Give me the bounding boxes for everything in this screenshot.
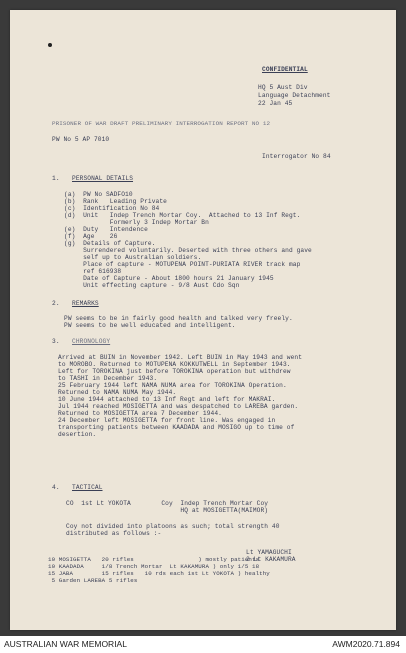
report-title: PRISONER OF WAR DRAFT PRELIMINARY INTERROGATION REPORT NO 12 (52, 120, 271, 127)
chronology-line: Returned to NAMA NUMA May 1944. (58, 389, 177, 396)
section-2-number: 2. (52, 300, 60, 307)
personal-line: (g) Details of Capture. (64, 240, 156, 247)
strength-row: 10 MOSIGETTA 20 rifles ) mostly patients (48, 556, 260, 563)
chronology-line: Arrived at BUIN in November 1942. Left BUIN in May 1943 and went (58, 354, 303, 361)
section-4-number: 4. (52, 484, 60, 491)
remarks-line: PW seems to be well educated and intelligent. (64, 322, 236, 329)
personal-line: (c) Identification No 84 (64, 205, 160, 212)
footer-bar (0, 636, 406, 653)
personal-line: Place of capture - MOTUPENA POINT-PURIATA RIVER track map (64, 261, 301, 268)
personal-line: (f) Age 26 (64, 233, 118, 240)
tactical-line: Coy not divided into platoons as such; total strength 40 (66, 523, 280, 530)
strength-row: 10 KAADADA 1/8 Trench Mortar Lt KAKAMURA ) only 1/5 18 (48, 563, 260, 570)
chronology-line: to TASHI in December 1943. (58, 375, 158, 382)
personal-line: Surrendered voluntarily. Deserted with three others and gave (64, 247, 312, 254)
personal-line: (e) Duty Intendence (64, 226, 148, 233)
personal-line: Unit effecting capture - 9/8 Aust Cdo Sqn (64, 282, 240, 289)
section-1-number: 1. (52, 175, 60, 182)
unit-line-1: HQ 5 Aust Div (258, 84, 308, 91)
personal-line: Date of Capture - About 1800 hours 21 January 1945 (64, 275, 274, 282)
section-2-title: REMARKS (72, 300, 99, 307)
personal-line: ref 616938 (64, 268, 122, 275)
section-3-title: CHRONOLOGY (72, 338, 111, 345)
tactical-side-name: 2 Lt KAKAMURA (246, 556, 296, 563)
punch-hole (48, 43, 52, 47)
chronology-line: Left for TOROKINA just before TOROKINA operation but withdrew (58, 368, 291, 375)
report-date: 22 Jan 45 (258, 100, 293, 107)
strength-row: 5 Garden LAREBA 5 rifles (48, 577, 138, 584)
personal-line: (a) PW No SADFO10 (64, 191, 133, 198)
tactical-line: HQ at MOSIGETTA(MAIMOR) (66, 507, 269, 514)
section-4-title: TACTICAL (72, 484, 103, 491)
chronology-line: Jul 1944 reached MOSIGETTA and was despatched to LAREBA garden. (58, 403, 299, 410)
chronology-line: 24 December left MOSIGETTA for front line. Was engaged in (58, 417, 276, 424)
chronology-line: to MOROBO. Returned to MOTUPENA KOKKUTWELL in September 1943. (58, 361, 291, 368)
section-3-number: 3. (52, 338, 60, 345)
pw-number: PW No 5 AP 7010 (52, 136, 110, 143)
chronology-line: desertion. (58, 431, 97, 438)
interrogator: Interrogator No 84 (262, 153, 331, 160)
personal-line: (b) Rank Leading Private (64, 198, 167, 205)
section-1-title: PERSONAL DETAILS (72, 175, 134, 182)
strength-row: 15 JABA 15 rifles 10 rds each 1st Lt YOKOTA ) healthy (48, 570, 270, 577)
tactical-line: CO 1st Lt YOKOTA Coy Indep Trench Mortar Coy (66, 500, 269, 507)
chronology-line: Returned to MOSIGETTA area 7 December 1944. (58, 410, 222, 417)
personal-line: (d) Unit Indep Trench Mortar Coy. Attached to 13 Inf Regt. (64, 212, 301, 219)
document-page (10, 10, 396, 630)
footer-source: AUSTRALIAN WAR MEMORIAL (4, 639, 127, 649)
chronology-line: 10 June 1944 attached to 13 Inf Regt and left for MAKRAI. (58, 396, 276, 403)
footer-accession: AWM2020.71.894 (332, 639, 400, 649)
tactical-side-name: Lt YAMAGUCHI (246, 549, 292, 556)
personal-line: self up to Australian soldiers. (64, 254, 202, 261)
classification: CONFIDENTIAL (262, 66, 308, 73)
chronology-line: transporting patients between KAADADA and MOSIGO up to time of (58, 424, 295, 431)
unit-line-2: Language Detachment (258, 92, 331, 99)
chronology-line: 25 February 1944 left NAMA NUMA area for TOROKINA Operation. (58, 382, 287, 389)
personal-line: Formerly 3 Indep Mortar Bn (64, 219, 209, 226)
tactical-line: distributed as follows :- (66, 530, 162, 537)
remarks-line: PW seems to be in fairly good health and talked very freely. (64, 315, 293, 322)
